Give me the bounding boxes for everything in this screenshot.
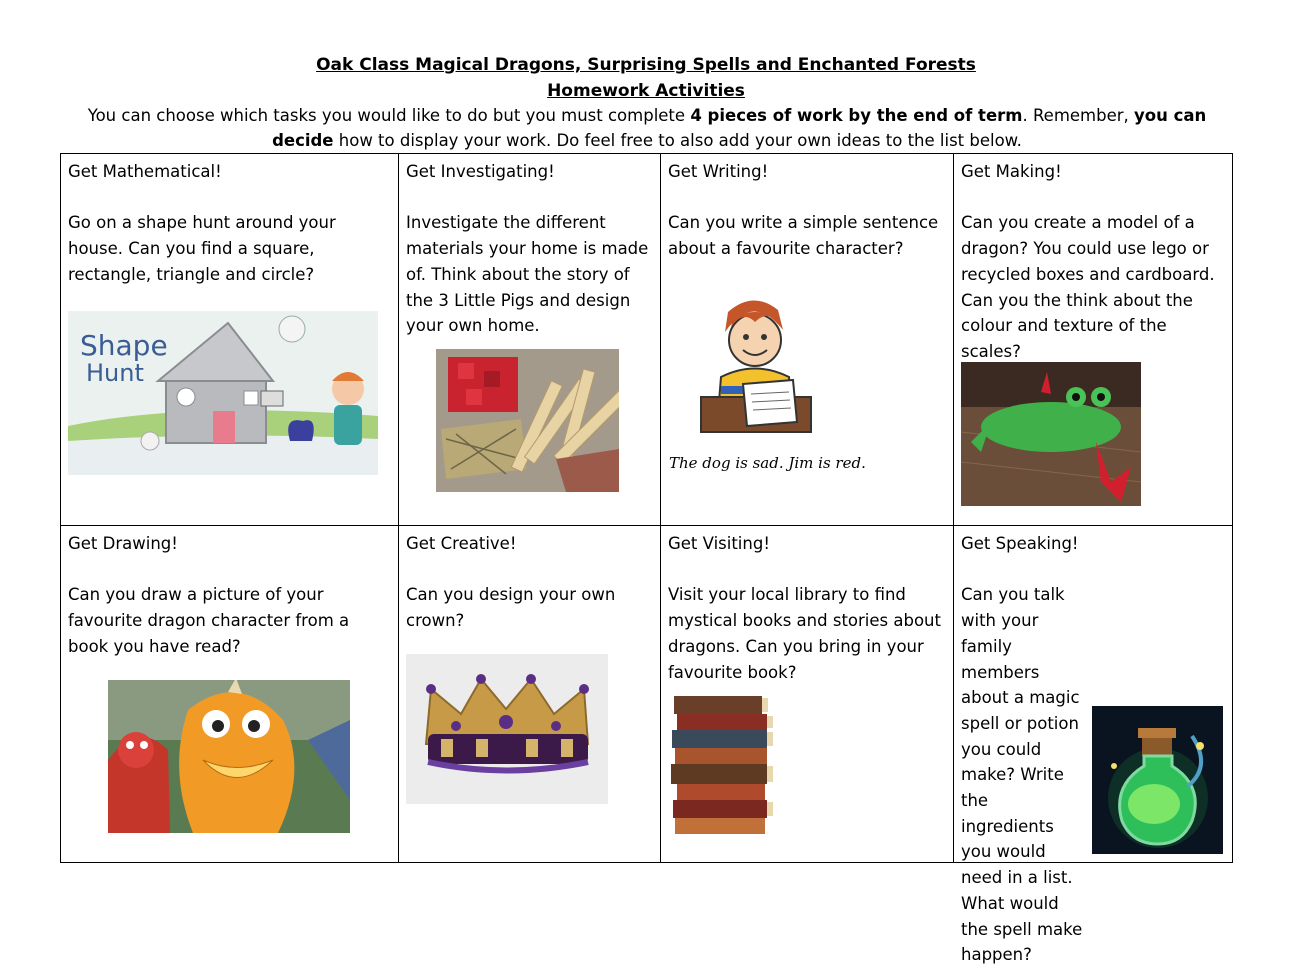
- books-stack-image: [669, 686, 779, 838]
- cell-body: Can you talk with your family members about a magic spell or potion you could make? Write the ingredients you would need in a list. What would the spell make happen?: [961, 585, 1083, 965]
- intro-text: [62, 103, 1232, 153]
- cell-heading: Get Investigating!: [406, 162, 555, 181]
- crown-image: [406, 654, 608, 804]
- cell-heading: Get Visiting!: [668, 534, 770, 553]
- cell-body: Can you write a simple sentence about a favourite character?: [668, 213, 939, 259]
- intro-bold-2: you can decide: [272, 106, 1207, 150]
- cell-body: Can you draw a picture of your favourite dragon character from a book you have read?: [68, 585, 350, 656]
- shape-hunt-image: [68, 311, 378, 475]
- shape-hunt-word2: Hunt: [86, 359, 144, 387]
- writing-caption: The dog is sad. Jim is red.: [669, 454, 866, 472]
- intro-bold-1: 4 pieces of work by the end of term: [690, 106, 1023, 125]
- cell-heading: Get Creative!: [406, 534, 517, 553]
- intro-part-1: You can choose which tasks you would like to do but you must complete: [87, 106, 691, 125]
- cell-body: Go on a shape hunt around your house. Can you find a square, rectangle, triangle and circle?: [68, 213, 336, 284]
- writing-boy-image: [673, 282, 841, 442]
- intro-part-2: . Remember,: [1022, 106, 1135, 125]
- potion-bottle-image: [1092, 706, 1223, 854]
- cell-body: Can you design your own crown?: [406, 585, 616, 631]
- page-title: Oak Class Magical Dragons, Surprising Spells and Enchanted Forests: [316, 55, 976, 75]
- cell-heading: Get Speaking!: [961, 534, 1079, 553]
- document-header: [0, 52, 1292, 104]
- page-subtitle: Homework Activities: [547, 81, 745, 101]
- materials-image: [436, 349, 619, 492]
- cell-heading: Get Drawing!: [68, 534, 178, 553]
- intro-part-3: how to display your work. Do feel free to also add your own ideas to the list below.: [333, 131, 1022, 150]
- egg-box-dragon-image: [961, 362, 1141, 506]
- activities-table: [60, 153, 1233, 965]
- cell-heading: Get Mathematical!: [68, 162, 222, 181]
- cell-body: Visit your local library to find mystical books and stories about dragons. Can you bring in your favourite book?: [668, 585, 941, 682]
- cell-body: Investigate the different materials your home is made of. Think about the story of the 3 Little Pigs and design your own home.: [406, 213, 649, 336]
- cell-heading: Get Making!: [961, 162, 1062, 181]
- shape-hunt-word1: Shape: [80, 329, 168, 362]
- cell-heading: Get Writing!: [668, 162, 769, 181]
- dragon-character-image: [108, 680, 350, 833]
- cell-body: Can you create a model of a dragon? You could use lego or recycled boxes and cardboard. Can you the think about the colour and texture of the scales?: [961, 213, 1215, 361]
